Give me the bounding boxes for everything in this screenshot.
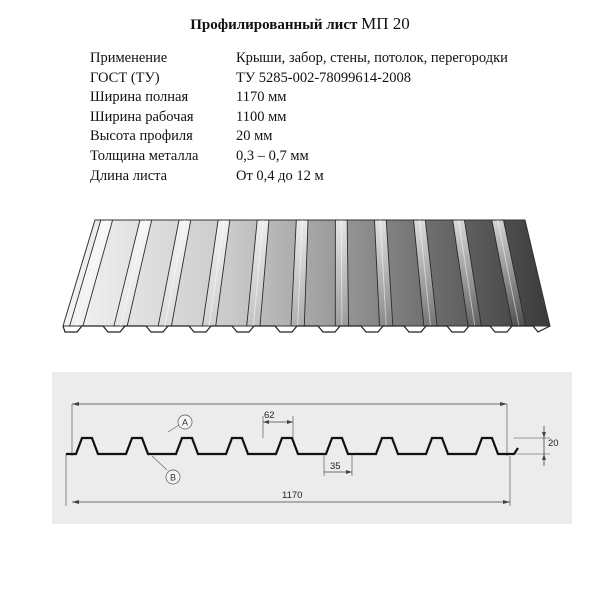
spec-row xyxy=(90,108,508,128)
spec-value: От 0,4 до 12 м xyxy=(236,167,324,184)
dim-height-arrow-top xyxy=(542,432,546,438)
dim-bottom-arrow-left xyxy=(72,500,79,504)
spec-value: Крыши, забор, стены, потолок, перегородки xyxy=(236,50,508,66)
spec-row xyxy=(90,127,508,147)
title-model: МП 20 xyxy=(361,14,410,33)
profile-drawing xyxy=(52,372,572,524)
dim-pitch-arrow-right xyxy=(287,420,293,424)
dim-height-label: 20 xyxy=(548,438,559,449)
spec-label: Длина листа xyxy=(90,167,168,184)
spec-row xyxy=(90,49,508,69)
title-prefix: Профилированный лист xyxy=(190,17,362,33)
spec-label: Применение xyxy=(90,50,168,66)
spec-label: Толщина металла xyxy=(90,147,199,164)
callout-b-label: B xyxy=(170,472,177,483)
sheet-3d-illustration xyxy=(55,208,555,343)
dim-arrow-left xyxy=(72,402,79,406)
dim-pitch-label: 62 xyxy=(264,410,275,421)
dim-total-label: 1170 xyxy=(282,490,303,501)
spec-row xyxy=(90,147,508,167)
spec-value: ТУ 5285-002-78099614-2008 xyxy=(236,69,411,86)
callout-a-label: A xyxy=(182,417,189,428)
dim-bottom-flat-arrow xyxy=(346,470,352,474)
spec-label: Ширина рабочая xyxy=(90,108,194,125)
spec-row xyxy=(90,88,508,108)
spec-value: 0,3 – 0,7 мм xyxy=(236,147,309,164)
dim-bottom-arrow-right xyxy=(503,500,510,504)
spec-label: Ширина полная xyxy=(90,89,189,106)
spec-row xyxy=(90,69,508,89)
profile-line xyxy=(66,438,518,454)
spec-value: 1100 мм xyxy=(236,108,287,125)
callout-b-leader xyxy=(152,456,167,470)
spec-label: Высота профиля xyxy=(90,128,193,145)
spec-value: 1170 мм xyxy=(236,89,287,106)
page-title xyxy=(0,14,600,34)
spec-value: 20 мм xyxy=(236,128,273,145)
dim-arrow-right xyxy=(500,402,507,406)
sheet-front-edge xyxy=(63,326,550,332)
spec-label: ГОСТ (ТУ) xyxy=(90,69,160,86)
spec-row xyxy=(90,167,508,187)
specs-table xyxy=(90,49,508,186)
callout-a-leader xyxy=(168,425,179,432)
dim-bottom-flat-label: 35 xyxy=(330,461,341,472)
dim-height-arrow-bottom xyxy=(542,454,546,460)
sheet-rib-highlight xyxy=(341,220,342,326)
